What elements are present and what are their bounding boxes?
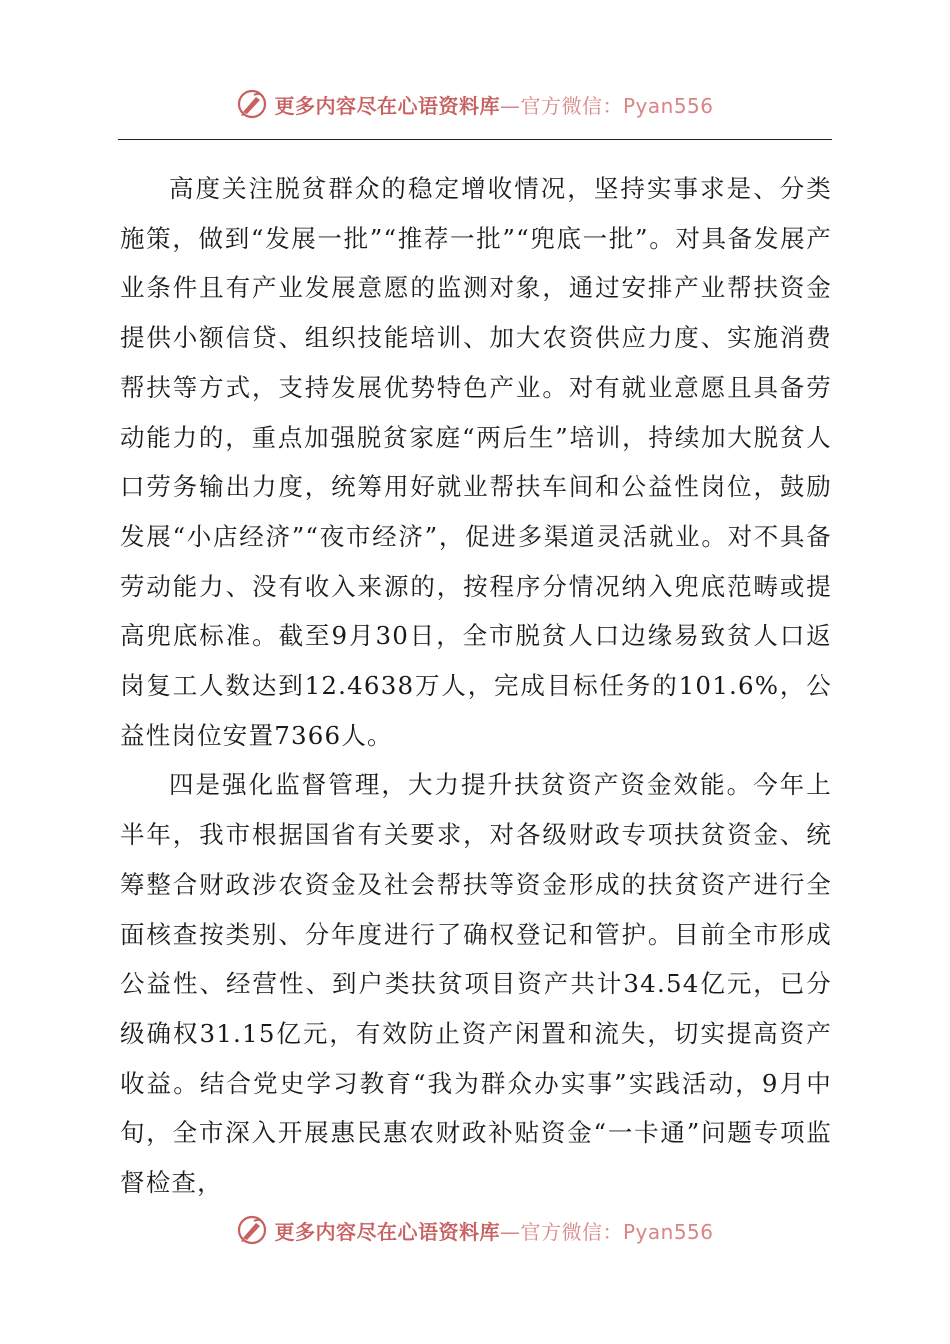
header-divider (118, 139, 832, 140)
header-official-label: 官方微信： (520, 93, 623, 118)
header-separator: — (499, 93, 521, 118)
header-watermark (0, 84, 950, 124)
pen-logo-icon (236, 88, 268, 120)
footer-wechat-id: Pyan556 (622, 1219, 714, 1244)
header-wechat-id: Pyan556 (622, 93, 714, 118)
body-paragraph-1: 高度关注脱贫群众的稳定增收情况，坚持实事求是、分类施策，做到“发展一批”“推荐一批”“兜底一批”。对具备发展产业条件且有产业发展意愿的监测对象，通过安排产业帮扶资金提供小额信贷、组织技能培训、加大农资供应力度、实施消费帮扶等方式，支持发展优势特色产业。对有就业意愿且具备劳动能力的，重点加强脱贫家庭“两后生”培训，持续加大脱贫人口劳务输出力度，统筹用好就业帮扶车间和公益性岗位，鼓励发展“小店经济”“夜市经济”，促进多渠道灵活就业。对不具备劳动能力、没有收入来源的，按程序分情况纳入兜底范畴或提高兜底标准。截至9月30日，全市脱贫人口边缘易致贫人口返岗复工人数达到12.4638万人，完成目标任务的101.6%，公益性岗位安置7366人。 (120, 174, 832, 750)
footer-brand-text: 更多内容尽在心语资料库 (274, 1219, 500, 1244)
pen-logo-icon (236, 1214, 268, 1246)
footer-official-label: 官方微信： (520, 1219, 623, 1244)
footer-watermark (0, 1210, 950, 1250)
document-body (120, 164, 832, 1208)
body-paragraph-2: 四是强化监督管理，大力提升扶贫资产资金效能。今年上半年，我市根据国省有关要求，对各级财政专项扶贫资金、统筹整合财政涉农资金及社会帮扶等资金形成的扶贫资产进行全面核查按类别、分年度进行了确权登记和管护。目前全市形成公益性、经营性、到户类扶贫项目资产共计34.54亿元，已分级确权31.15亿元，有效防止资产闲置和流失，切实提高资产收益。结合党史学习教育“我为群众办实事”实践活动，9月中旬，全市深入开展惠民惠农财政补贴资金“一卡通”问题专项监督检查， (120, 770, 832, 1198)
footer-separator: — (499, 1219, 521, 1244)
header-brand-text: 更多内容尽在心语资料库 (274, 93, 500, 118)
